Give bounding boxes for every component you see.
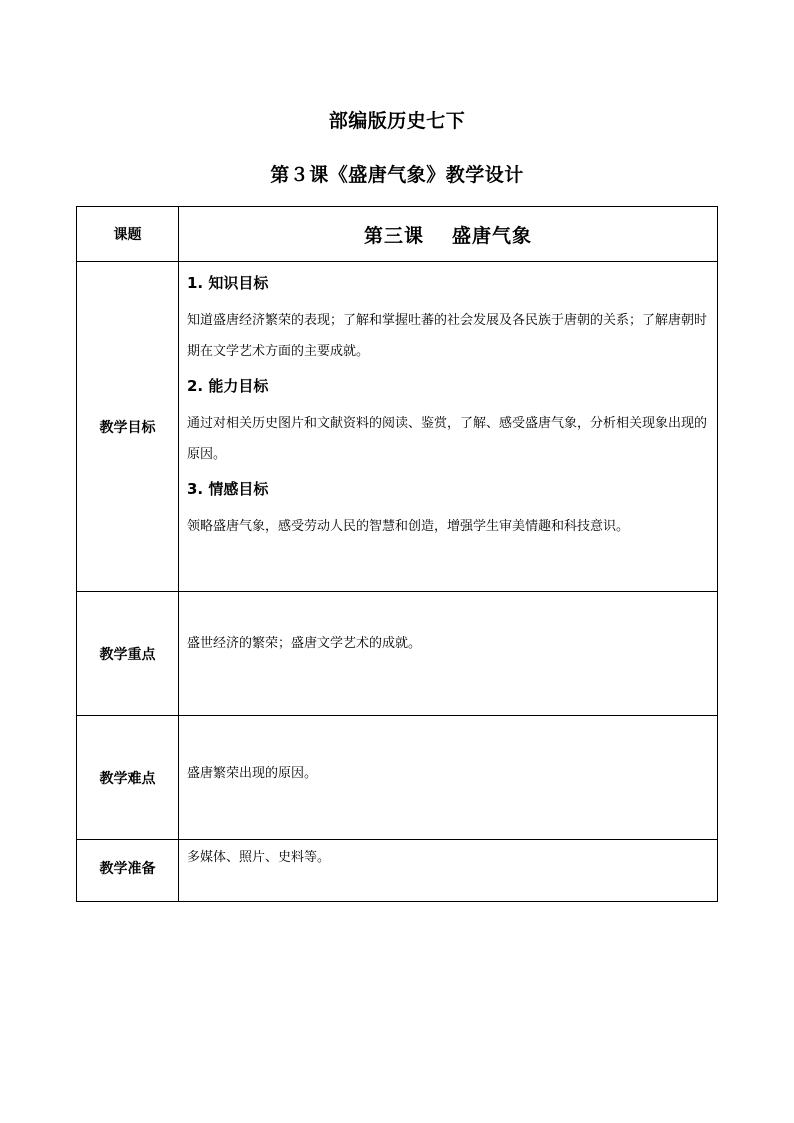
table-row-difficulties [77, 716, 718, 840]
lesson-number: 第三课 [363, 224, 424, 247]
table-row-preparation [77, 840, 718, 902]
table-row-goals [77, 262, 718, 592]
difficulties-cell [179, 716, 718, 840]
lesson-name: 盛唐气象 [452, 224, 533, 247]
key-points-cell [179, 592, 718, 716]
emotion-goal-heading: 3. 情感目标 [187, 480, 269, 498]
lesson-plan-table [76, 206, 718, 902]
preparation-cell [179, 840, 718, 902]
document-title: 部编版历史七下 [328, 110, 466, 132]
difficulties-text: 盛唐繁荣出现的原因。 [187, 766, 318, 781]
table-row-key-points [77, 592, 718, 716]
lesson-design-title: 第３课《盛唐气象》教学设计 [270, 164, 524, 186]
difficulties-label: 教学难点 [77, 716, 179, 840]
topic-label: 课题 [77, 207, 179, 262]
ability-goal-text: 通过对相关历史图片和文献资料的阅读、鉴赏，了解、感受盛唐气象，分析相关现象出现的原因。 [187, 416, 708, 462]
preparation-label: 教学准备 [77, 840, 179, 902]
goals-cell [179, 262, 718, 592]
key-points-text: 盛世经济的繁荣；盛唐文学艺术的成就。 [187, 636, 422, 651]
preparation-text: 多媒体、照片、史料等。 [187, 850, 331, 865]
goals-label: 教学目标 [77, 262, 179, 592]
ability-goal-heading: 2. 能力目标 [187, 377, 269, 395]
emotion-goal-text: 领略盛唐气象，感受劳动人民的智慧和创造，增强学生审美情趣和科技意识。 [187, 519, 630, 534]
knowledge-goal-text: 知道盛唐经济繁荣的表现；了解和掌握吐蕃的社会发展及各民族于唐朝的关系；了解唐朝时期在文学艺术方面的主要成就。 [187, 313, 708, 359]
table-row-topic [77, 207, 718, 262]
lesson-title-cell [179, 207, 718, 262]
knowledge-goal-heading: 1. 知识目标 [187, 274, 269, 292]
key-points-label: 教学重点 [77, 592, 179, 716]
